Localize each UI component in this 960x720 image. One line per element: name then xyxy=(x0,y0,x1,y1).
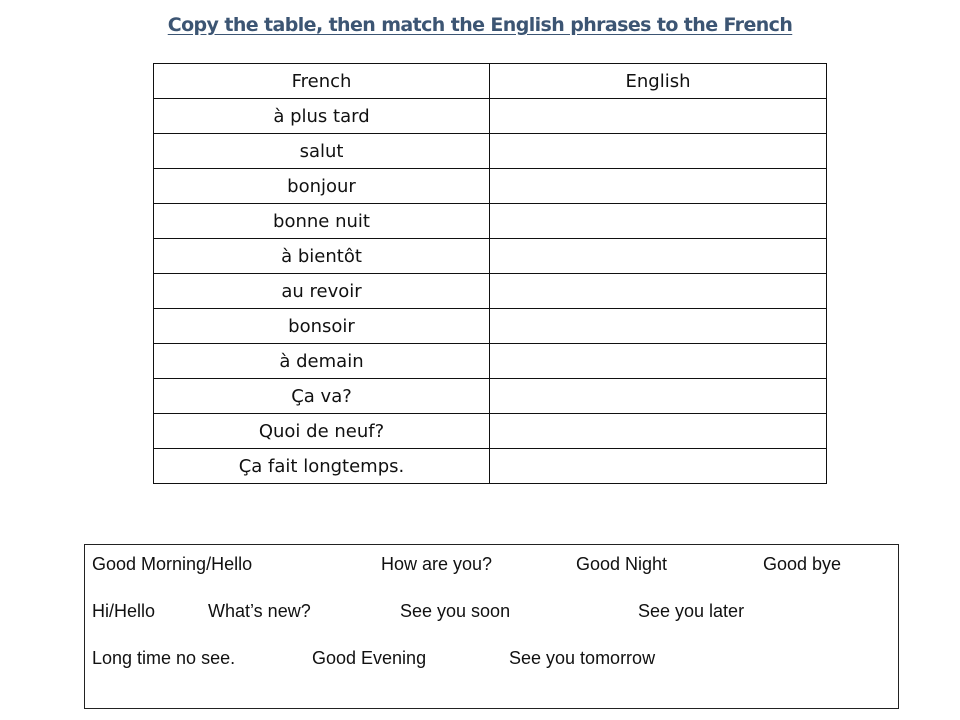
english-answer-cell xyxy=(490,204,827,239)
english-answer-cell xyxy=(490,274,827,309)
worksheet-title: Copy the table, then match the English phrases to the French xyxy=(167,14,793,36)
english-answer-cell xyxy=(490,414,827,449)
english-answer-cell xyxy=(490,449,827,484)
table-row xyxy=(154,344,827,379)
table-row xyxy=(154,204,827,239)
column-header-english: English xyxy=(490,64,827,99)
word-bank-phrase: Good Morning/Hello xyxy=(92,554,253,574)
french-cell: à bientôt xyxy=(154,239,490,274)
french-cell: Ça va? xyxy=(154,379,490,414)
word-bank-phrase: What’s new? xyxy=(208,601,311,621)
english-answer-cell xyxy=(490,379,827,414)
french-cell: bonne nuit xyxy=(154,204,490,239)
word-bank-phrase: Good Night xyxy=(576,554,668,574)
french-cell: Quoi de neuf? xyxy=(154,414,490,449)
english-answer-cell xyxy=(490,239,827,274)
table-row xyxy=(154,309,827,344)
table-row xyxy=(154,134,827,169)
word-bank-phrase: See you tomorrow xyxy=(509,648,656,668)
french-cell: bonjour xyxy=(154,169,490,204)
french-cell: au revoir xyxy=(154,274,490,309)
french-cell: salut xyxy=(154,134,490,169)
word-bank-phrase: Good bye xyxy=(763,554,842,574)
table-row xyxy=(154,449,827,484)
french-cell: à plus tard xyxy=(154,99,490,134)
word-bank-phrase: See you soon xyxy=(400,601,511,621)
table-row xyxy=(154,274,827,309)
vocabulary-table xyxy=(153,63,827,484)
table-row xyxy=(154,379,827,414)
english-answer-cell xyxy=(490,134,827,169)
english-answer-cell xyxy=(490,99,827,134)
english-answer-cell xyxy=(490,344,827,379)
word-bank-phrase: Good Evening xyxy=(312,648,427,668)
word-bank-phrase: Long time no see. xyxy=(92,648,236,668)
word-bank-phrase: How are you? xyxy=(381,554,493,574)
table-row xyxy=(154,239,827,274)
french-cell: Ça fait longtemps. xyxy=(154,449,490,484)
english-answer-cell xyxy=(490,169,827,204)
word-bank-phrase: Hi/Hello xyxy=(92,601,156,621)
table-row xyxy=(154,169,827,204)
column-header-french: French xyxy=(154,64,490,99)
table-row xyxy=(154,99,827,134)
word-bank-box xyxy=(84,544,899,709)
word-bank-phrase: See you later xyxy=(638,601,745,621)
table-header-row xyxy=(154,64,827,99)
english-answer-cell xyxy=(490,309,827,344)
french-cell: bonsoir xyxy=(154,309,490,344)
table-row xyxy=(154,414,827,449)
french-cell: à demain xyxy=(154,344,490,379)
